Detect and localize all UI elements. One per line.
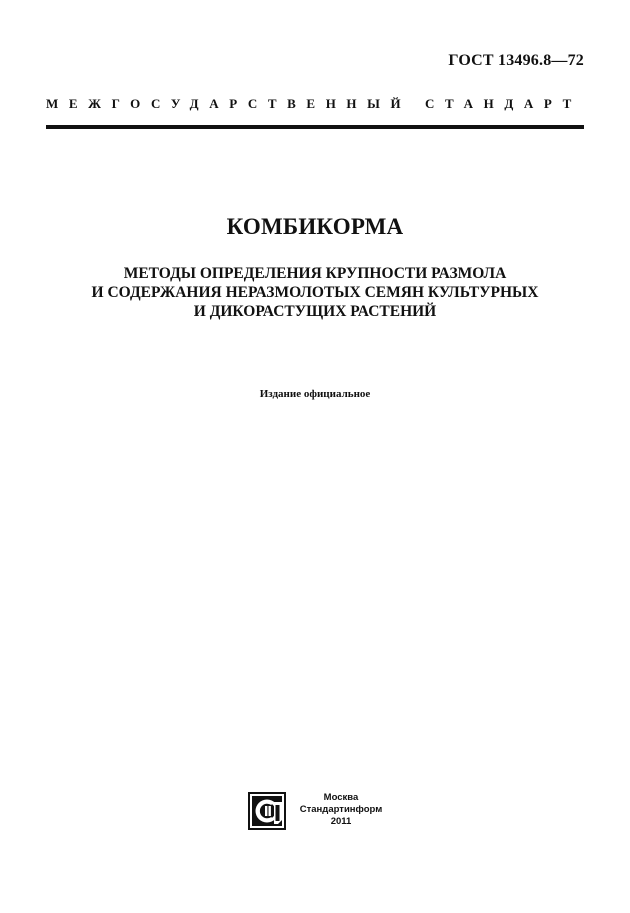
publisher-city: Москва [323, 792, 359, 803]
subtitle-line-2: И СОДЕРЖАНИЯ НЕРАЗМОЛОТЫХ СЕМЯН КУЛЬТУРНЫХ [91, 284, 539, 301]
publisher-block [248, 792, 388, 832]
subtitle-line-1: МЕТОДЫ ОПРЕДЕЛЕНИЯ КРУПНОСТИ РАЗМОЛА [123, 265, 507, 282]
document-title: КОМБИКОРМА [226, 214, 404, 239]
standartinform-logo-icon [248, 792, 286, 830]
subtitle-line-3: И ДИКОРАСТУЩИХ РАСТЕНИЙ [193, 303, 437, 320]
edition-note: Издание официальное [259, 388, 371, 400]
document-subtitle [0, 264, 630, 321]
standard-category: МЕЖГОСУДАРСТВЕННЫЙ СТАНДАРТ [46, 96, 582, 111]
document-number: ГОСТ 13496.8—72 [448, 52, 584, 69]
publisher-imprint [294, 792, 388, 828]
header-rule [46, 125, 584, 129]
publisher-name: Стандартинформ [299, 804, 383, 815]
publication-year: 2011 [330, 816, 352, 827]
